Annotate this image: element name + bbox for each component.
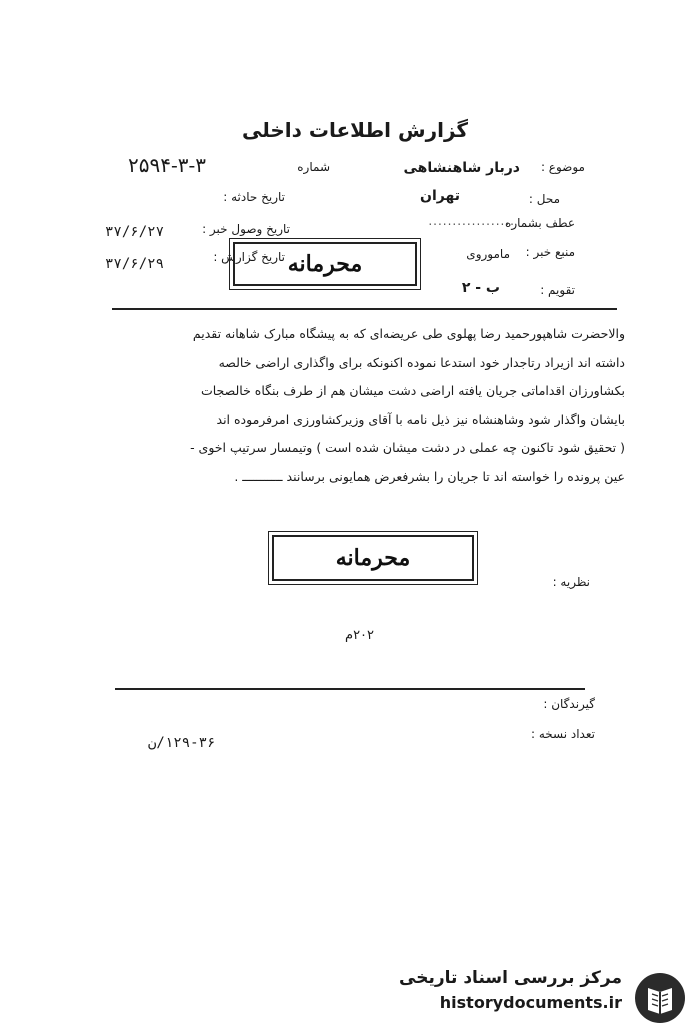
body-line: بکشاورزان اقداماتی جریان یافته اراضی دشت میشان هم از طرف بنگاه خالصجات <box>200 383 625 398</box>
report-date-label: تاریخ گزارش : <box>213 250 285 264</box>
body-line: بایشان واگذار شود وشاهنشاه نیز ذیل نامه با آقای وزیرکشاورزی امرفرموده اند <box>216 411 625 427</box>
footer-organization: مرکز بررسی اسناد تاریخی <box>399 968 622 988</box>
body-line: والاحضرت شاهپورحمید رضا پهلوی طی عریضه‌ای که به پیشگاه مبارک شاهانه تقدیم <box>192 326 625 341</box>
handwritten-initials: ۲۰۲م <box>345 628 375 643</box>
divider-top <box>112 308 617 310</box>
remark-label: نظریه : <box>552 575 590 589</box>
report-date-value: ۳۷/۶/۲۹ <box>105 256 165 272</box>
received-date-label: تاریخ وصول خبر : <box>202 222 290 236</box>
body-line: داشته اند ازیراد رتاجدار خود استدعا نموده اکنونکه برای واگذاری اراضی خالصه <box>218 354 625 370</box>
file-number: ۱۲۹-۳۶/ن <box>148 735 216 751</box>
report-body <box>85 320 625 491</box>
copies-label: تعداد نسخه : <box>530 727 595 741</box>
body-line: ( تحقیق شود تاکنون چه عملی در دشت میشان شده است ) وتیمسار سرتیپ اخوی - <box>190 440 625 455</box>
reference-label: عطف بشماره <box>505 216 575 230</box>
source-value: ماموروی <box>466 247 510 261</box>
subject-label: موضوع : <box>540 160 585 174</box>
divider-bottom <box>115 688 585 690</box>
book-logo-icon <box>632 970 688 1026</box>
place-label: محل : <box>528 192 560 206</box>
reference-value: .................. <box>428 214 515 228</box>
event-date-label: تاریخ حادثه : <box>223 190 285 204</box>
received-date-value: ۳۷/۶/۲۷ <box>105 224 165 240</box>
source-label: منبع خبر : <box>525 245 575 259</box>
document-title: گزارش اطلاعات داخلی <box>241 118 469 142</box>
evaluation-label: تقویم : <box>540 283 575 297</box>
subject-value: دربار شاهنشاهی <box>403 160 520 176</box>
number-label: شماره <box>297 160 330 174</box>
confidential-stamp-middle: محرمانه <box>272 535 474 581</box>
confidential-stamp-top: محرمانه <box>233 242 417 286</box>
evaluation-value: ب - ۲ <box>461 280 500 296</box>
place-value: تهران <box>420 188 460 204</box>
footer-url: historydocuments.ir <box>439 993 622 1012</box>
body-line: عین پرونده را خواسته اند تا جریان را بشرفعرض همایونی برسانند ـــــــــــ . <box>234 468 625 484</box>
number-value: ۲۵۹۴-۳-۳ <box>128 153 206 177</box>
recipients-label: گیرندگان : <box>543 697 595 711</box>
